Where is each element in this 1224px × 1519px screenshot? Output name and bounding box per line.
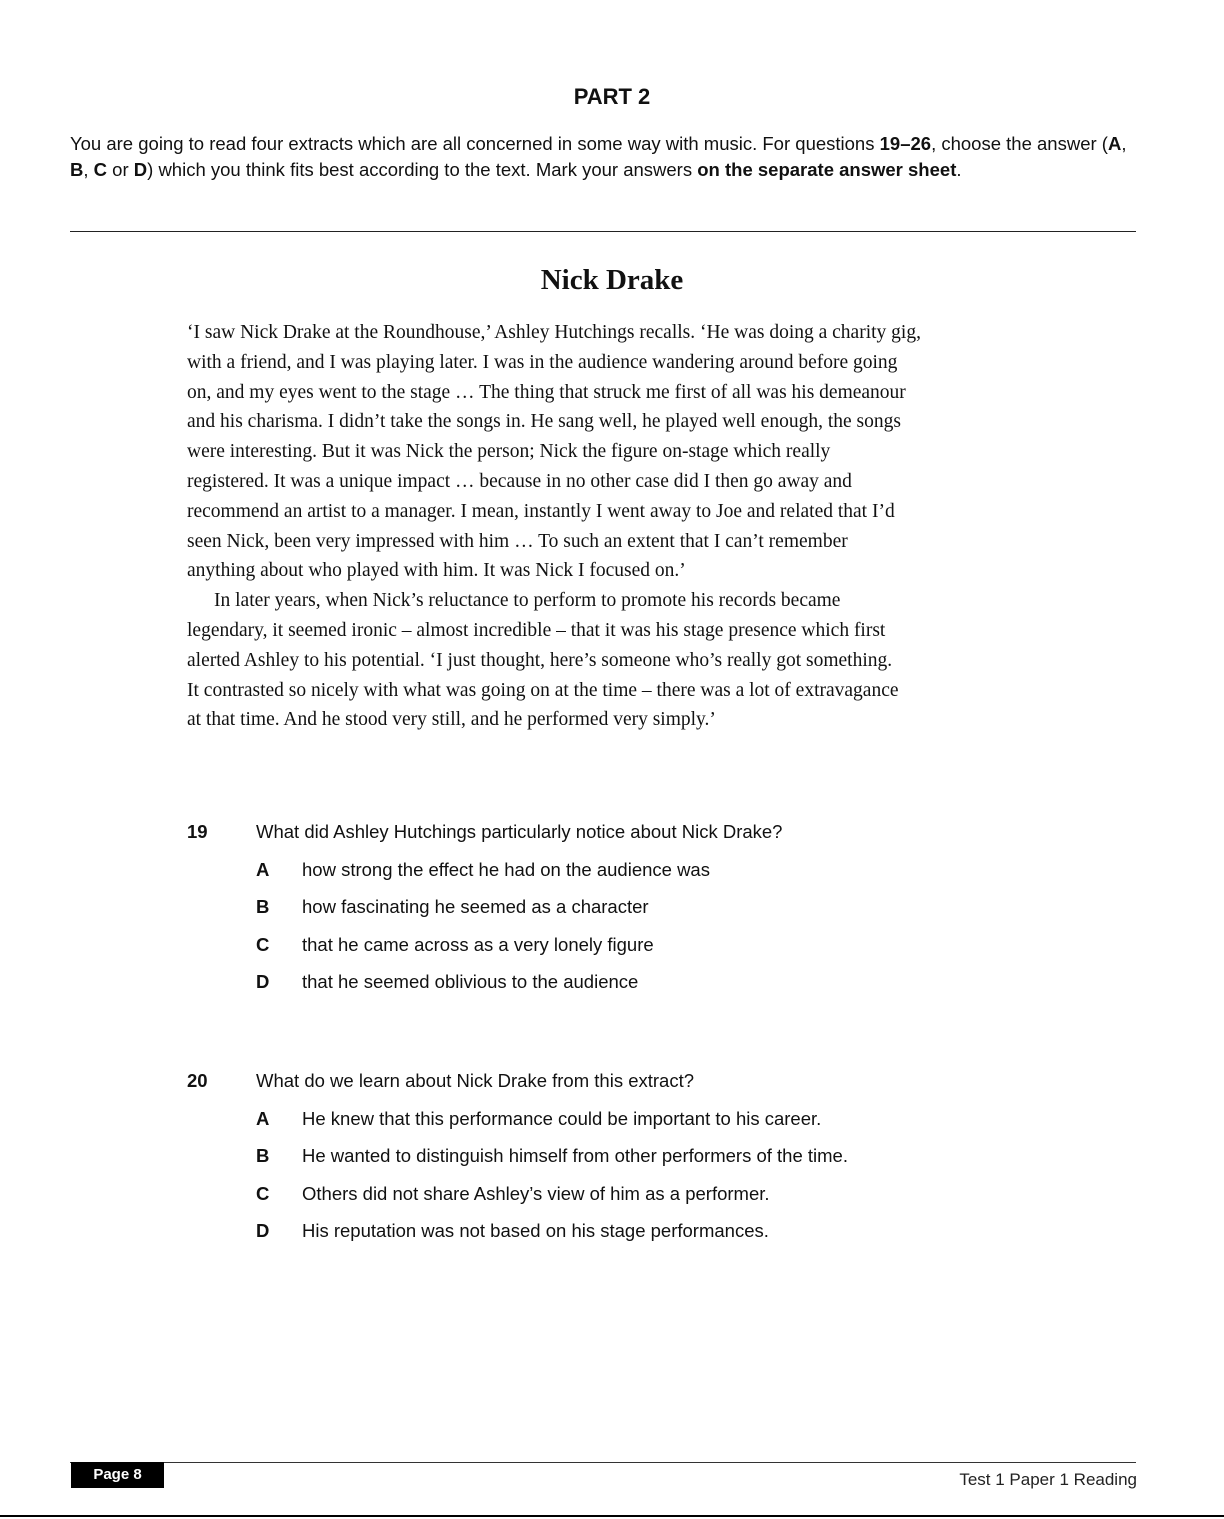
instructions-text: You are going to read four extracts which are all concerned in some way with music. For questions bbox=[70, 133, 880, 154]
option-letter: A bbox=[1107, 133, 1122, 154]
instructions-text: , choose the answer ( bbox=[931, 133, 1108, 154]
separator: , bbox=[83, 159, 94, 180]
passage-line: registered. It was a unique impact … because in no other case did I then go away and bbox=[187, 470, 852, 492]
answer-sheet-emphasis: on the separate answer sheet bbox=[697, 159, 957, 180]
article-passage bbox=[187, 318, 1047, 735]
option-letter: C bbox=[256, 934, 270, 955]
passage-line: and his charisma. I didn’t take the songs in. He sang well, he played well enough, the songs bbox=[187, 411, 901, 433]
option-a[interactable] bbox=[256, 1108, 821, 1130]
option-text: He knew that this performance could be important to his career. bbox=[302, 1108, 822, 1129]
option-a[interactable] bbox=[256, 859, 710, 881]
option-letter: D bbox=[133, 159, 148, 180]
passage-line: with a friend, and I was playing later. I was in the audience wandering around before going bbox=[187, 351, 898, 373]
question-stem: What did Ashley Hutchings particularly notice about Nick Drake? bbox=[256, 821, 783, 842]
footer-divider bbox=[70, 1462, 1136, 1463]
passage-line: In later years, when Nick’s reluctance to perform to promote his records became bbox=[214, 590, 841, 612]
part-title: PART 2 bbox=[573, 84, 651, 109]
option-letter: B bbox=[256, 896, 270, 917]
question-number: 20 bbox=[187, 1070, 208, 1091]
separator: , bbox=[1121, 133, 1127, 154]
question-stem: What do we learn about Nick Drake from this extract? bbox=[256, 1070, 695, 1091]
passage-line: were interesting. But it was Nick the person; Nick the figure on-stage which really bbox=[187, 441, 831, 463]
option-text: His reputation was not based on his stage performances. bbox=[302, 1220, 769, 1241]
instructions-text: ) which you think fits best according to the text. Mark your answers bbox=[147, 159, 698, 180]
separator: or bbox=[107, 159, 134, 180]
question-range: 19–26 bbox=[879, 133, 932, 154]
option-letter: B bbox=[256, 1145, 270, 1166]
option-letter: B bbox=[70, 159, 84, 180]
option-b[interactable] bbox=[256, 1145, 848, 1167]
option-letter: C bbox=[256, 1183, 270, 1204]
option-letter: A bbox=[256, 1108, 270, 1129]
passage-line: anything about who played with him. It was Nick I focused on.’ bbox=[187, 560, 686, 582]
option-text: Others did not share Ashley’s view of him as a performer. bbox=[302, 1183, 770, 1204]
passage-line: ‘I saw Nick Drake at the Roundhouse,’ Ashley Hutchings recalls. ‘He was doing a charity gig, bbox=[187, 322, 921, 343]
passage-line: It contrasted so nicely with what was going on at the time – there was a lot of extravagance bbox=[187, 679, 899, 701]
passage-line: recommend an artist to a manager. I mean, instantly I went away to Joe and related that I’d bbox=[187, 500, 895, 522]
passage-line: alerted Ashley to his potential. ‘I just thought, here’s someone who’s really got something. bbox=[187, 649, 893, 671]
option-text: that he seemed oblivious to the audience bbox=[302, 971, 639, 992]
option-d[interactable] bbox=[256, 971, 638, 993]
option-c[interactable] bbox=[256, 1183, 770, 1205]
option-b[interactable] bbox=[256, 896, 649, 918]
question-number: 19 bbox=[187, 821, 208, 842]
instructions bbox=[70, 131, 1140, 183]
article-title: Nick Drake bbox=[540, 264, 684, 296]
option-letter: D bbox=[256, 971, 270, 992]
option-text: He wanted to distinguish himself from other performers of the time. bbox=[302, 1145, 848, 1166]
divider bbox=[70, 231, 1136, 232]
passage-line: seen Nick, been very impressed with him … To such an extent that I can’t remember bbox=[187, 530, 848, 552]
option-text: that he came across as a very lonely figure bbox=[302, 934, 654, 955]
option-text: how strong the effect he had on the audience was bbox=[302, 859, 710, 880]
separator: . bbox=[956, 159, 962, 180]
page-bottom-edge bbox=[0, 1515, 1224, 1517]
option-c[interactable] bbox=[256, 934, 654, 956]
option-d[interactable] bbox=[256, 1220, 769, 1242]
option-letter: D bbox=[256, 1220, 270, 1241]
option-text: how fascinating he seemed as a character bbox=[302, 896, 649, 917]
passage-line: at that time. And he stood very still, and he performed very simply.’ bbox=[187, 709, 716, 731]
option-letter: C bbox=[93, 159, 108, 180]
passage-line: on, and my eyes went to the stage … The thing that struck me first of all was his demeanour bbox=[187, 381, 906, 403]
passage-line: legendary, it seemed ironic – almost incredible – that it was his stage presence which first bbox=[187, 619, 886, 641]
footer-section-label: Test 1 Paper 1 Reading bbox=[959, 1470, 1137, 1489]
page-number-badge: Page 8 bbox=[71, 1462, 164, 1488]
option-letter: A bbox=[256, 859, 270, 880]
